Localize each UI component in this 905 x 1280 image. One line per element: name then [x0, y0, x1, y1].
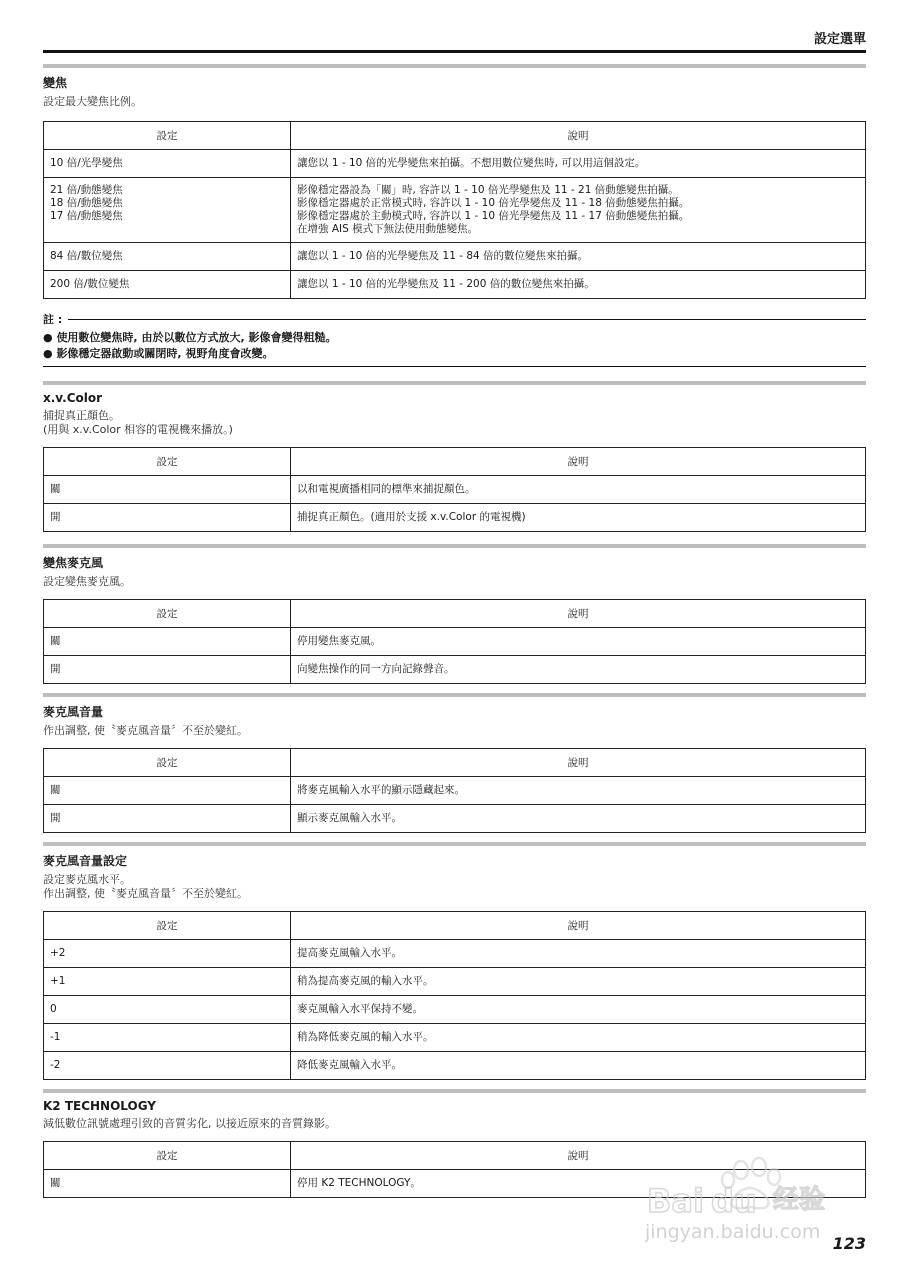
description-line: 影像穩定器處於正常模式時, 容許以 1 - 10 倍光學變焦及 11 - 18 倍動態變焦拍攝。 [297, 197, 690, 209]
section-divider [43, 64, 866, 68]
column-header-description: 說明 [291, 122, 866, 150]
column-header-description: 說明 [291, 1142, 866, 1170]
table-row [44, 656, 866, 684]
section-divider [43, 1089, 866, 1093]
description-line: 影像穩定器設為「關」時, 容許以 1 - 10 倍光學變焦及 11 - 21 倍動態變焦拍攝。 [297, 184, 679, 196]
setting-cell: -2 [44, 1052, 291, 1080]
note-bottom-rule [43, 366, 866, 367]
section-mic-level [43, 842, 866, 1080]
description-cell: 捕捉真正顏色。(適用於支援 x.v.Color 的電視機) [291, 504, 866, 532]
note-label: 註 : [43, 313, 63, 326]
table-row [44, 805, 866, 833]
description-cell: 稍為提高麥克風的輸入水平。 [291, 968, 866, 996]
table-header-row [44, 912, 866, 940]
section-description: 設定變焦麥克風。 [43, 575, 131, 588]
setting-line: 17 倍/動態變焦 [50, 210, 123, 222]
setting-cell: 200 倍/數位變焦 [44, 271, 291, 299]
section-description: 減低數位訊號處理引致的音質劣化, 以接近原來的音質錄影。 [43, 1117, 336, 1130]
setting-cell: 10 倍/光學變焦 [44, 150, 291, 178]
mic-meter-table [43, 748, 866, 833]
column-header-setting: 設定 [44, 912, 291, 940]
table-row [44, 1024, 866, 1052]
setting-line: 18 倍/動態變焦 [50, 197, 123, 209]
zoom-table [43, 121, 866, 299]
description-cell: 麥克風輸入水平保持不變。 [291, 996, 866, 1024]
section-mic-meter [43, 693, 866, 833]
column-header-description: 說明 [291, 448, 866, 476]
table-row [44, 777, 866, 805]
table-row [44, 968, 866, 996]
table-row [44, 940, 866, 968]
description-line: 影像穩定器處於主動模式時, 容許以 1 - 10 倍光學變焦及 11 - 17 倍動態變焦拍攝。 [297, 210, 690, 222]
setting-cell [44, 178, 291, 243]
setting-cell: 關 [44, 628, 291, 656]
section-description: 作出調整, 使〝麥克風音量〞不至於變紅。 [43, 724, 248, 737]
setting-cell: 0 [44, 996, 291, 1024]
note-item: ● 影像穩定器啟動或關閉時, 視野角度會改變。 [43, 347, 274, 360]
page-header-title: 設定選單 [813, 32, 866, 47]
description-cell: 提高麥克風輸入水平。 [291, 940, 866, 968]
note-header [43, 311, 866, 327]
section-zoom [43, 64, 866, 367]
description-cell: 停用 K2 TECHNOLOGY。 [291, 1170, 866, 1198]
section-title: 變焦 [43, 76, 68, 90]
table-row [44, 271, 866, 299]
section-description-line: 設定麥克風水平。 [43, 873, 131, 886]
column-header-description: 說明 [291, 600, 866, 628]
table-header-row [44, 122, 866, 150]
description-cell: 稍為降低麥克風的輸入水平。 [291, 1024, 866, 1052]
column-header-setting: 設定 [44, 122, 291, 150]
section-description: 設定最大變焦比例。 [43, 95, 142, 108]
svg-text:du: du [711, 1182, 757, 1220]
description-cell: 將麥克風輸入水平的顯示隱藏起來。 [291, 777, 866, 805]
zoom-mic-table [43, 599, 866, 684]
table-row [44, 243, 866, 271]
table-row [44, 150, 866, 178]
setting-line: 21 倍/動態變焦 [50, 184, 123, 196]
table-row [44, 628, 866, 656]
column-header-setting: 設定 [44, 1142, 291, 1170]
description-cell: 停用變焦麥克風。 [291, 628, 866, 656]
header-rule [43, 50, 866, 53]
section-description-line: 捕捉真正顏色。 [43, 409, 120, 422]
setting-cell: +1 [44, 968, 291, 996]
description-cell: 向變焦操作的同一方向記錄聲音。 [291, 656, 866, 684]
table-row [44, 1052, 866, 1080]
section-title: 變焦麥克風 [43, 556, 104, 570]
column-header-description: 說明 [291, 912, 866, 940]
description-line: 在增強 AIS 模式下無法使用動態變焦。 [297, 223, 479, 235]
section-title: K2 TECHNOLOGY [43, 1099, 156, 1113]
section-title: 麥克風音量設定 [43, 854, 128, 868]
table-header-row [44, 749, 866, 777]
section-title: 麥克風音量 [43, 705, 104, 719]
note-item: ● 使用數位變焦時, 由於以數位方式放大, 影像會變得粗糙。 [43, 331, 337, 344]
table-row [44, 504, 866, 532]
note-text: 影像穩定器啟動或關閉時, 視野角度會改變。 [56, 347, 274, 360]
section-divider [43, 381, 866, 385]
table-header-row [44, 448, 866, 476]
description-cell: 讓您以 1 - 10 倍的光學變焦來拍攝。不想用數位變焦時, 可以用這個設定。 [291, 150, 866, 178]
svg-text:Bai: Bai [647, 1182, 704, 1220]
description-cell [291, 178, 866, 243]
setting-cell: 開 [44, 656, 291, 684]
mic-level-table [43, 911, 866, 1080]
column-header-description: 說明 [291, 749, 866, 777]
section-divider [43, 544, 866, 548]
note-box [43, 311, 866, 367]
table-row [44, 178, 866, 243]
note-rule [68, 319, 866, 320]
table-row [44, 996, 866, 1024]
section-title: x.v.Color [43, 391, 103, 405]
table-header-row [44, 600, 866, 628]
table-row [44, 476, 866, 504]
column-header-setting: 設定 [44, 448, 291, 476]
note-text: 使用數位變焦時, 由於以數位方式放大, 影像會變得粗糙。 [56, 331, 337, 344]
setting-cell: 關 [44, 1170, 291, 1198]
setting-cell: 開 [44, 504, 291, 532]
description-cell: 讓您以 1 - 10 倍的光學變焦及 11 - 84 倍的數位變焦來拍攝。 [291, 243, 866, 271]
setting-cell: -1 [44, 1024, 291, 1052]
setting-cell: 關 [44, 777, 291, 805]
section-zoom-mic [43, 544, 866, 684]
setting-cell: 84 倍/數位變焦 [44, 243, 291, 271]
description-cell: 以和電視廣播相同的標準來捕捉顏色。 [291, 476, 866, 504]
section-description-line: (用與 x.v.Color 相容的電視機來播放。) [43, 423, 233, 436]
section-xvcolor [43, 381, 866, 532]
page-number: 123 [832, 1234, 866, 1253]
baidu-jingyan-watermark [645, 1150, 860, 1245]
setting-cell: +2 [44, 940, 291, 968]
column-header-setting: 設定 [44, 600, 291, 628]
section-divider [43, 842, 866, 846]
description-cell: 顯示麥克風輸入水平。 [291, 805, 866, 833]
description-cell: 讓您以 1 - 10 倍的光學變焦及 11 - 200 倍的數位變焦來拍攝。 [291, 271, 866, 299]
section-description-line: 作出調整, 使〝麥克風音量〞不至於變紅。 [43, 887, 248, 900]
column-header-setting: 設定 [44, 749, 291, 777]
section-divider [43, 693, 866, 697]
setting-cell: 關 [44, 476, 291, 504]
svg-text:经验: 经验 [773, 1185, 826, 1215]
xvcolor-table [43, 447, 866, 532]
setting-cell: 開 [44, 805, 291, 833]
description-cell: 降低麥克風輸入水平。 [291, 1052, 866, 1080]
watermark-url: jingyan.baidu.com [645, 1221, 821, 1243]
